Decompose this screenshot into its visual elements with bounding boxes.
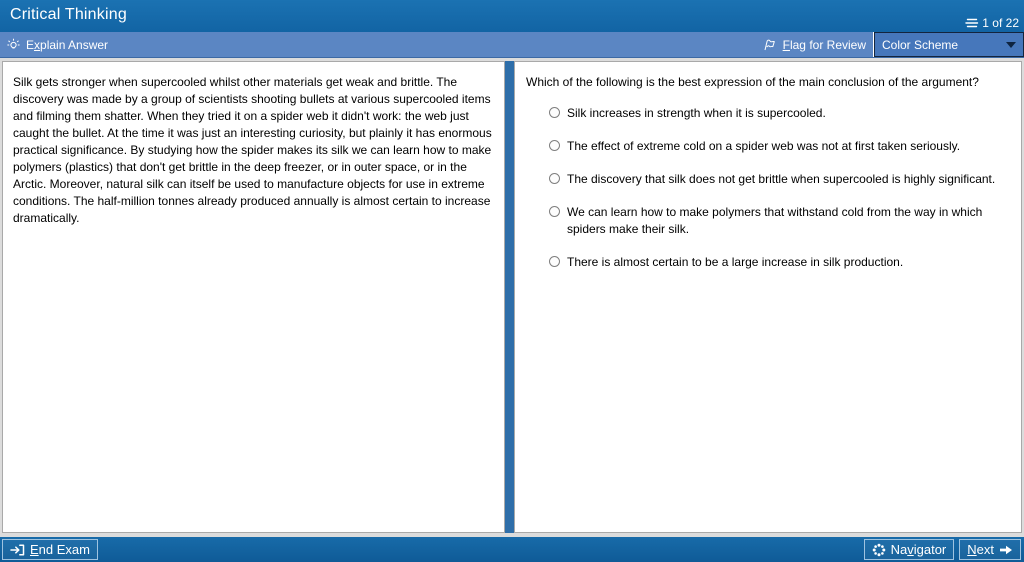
radio-button[interactable] (549, 140, 560, 151)
stacked-pages-icon (964, 18, 979, 28)
question-counter-label: 1 of 22 (982, 16, 1019, 30)
passage-panel (2, 61, 505, 533)
answer-options (549, 105, 1009, 271)
radio-button[interactable] (549, 256, 560, 267)
flag-for-review-label: Flag for Review (782, 37, 866, 52)
exit-arrow-icon (10, 544, 25, 556)
next-label: Next (967, 542, 994, 557)
answer-option-label[interactable]: The effect of extreme cold on a spider web was not at first taken seriously. (567, 139, 961, 153)
radio-button[interactable] (549, 173, 560, 184)
compass-wheel-icon (872, 543, 886, 557)
arrow-right-icon (999, 544, 1013, 556)
answer-option-label[interactable]: There is almost certain to be a large increase in silk production. (567, 255, 904, 269)
flag-icon (762, 38, 778, 51)
answer-option[interactable] (549, 105, 1009, 122)
color-scheme-label: Color Scheme (882, 37, 959, 52)
explain-answer-label: Explain Answer (26, 37, 109, 52)
panel-divider (505, 61, 514, 533)
title-bar (0, 0, 1024, 32)
answer-option[interactable] (549, 204, 1009, 238)
radio-button[interactable] (549, 107, 560, 118)
flag-for-review-button[interactable] (754, 32, 874, 57)
answer-option[interactable] (549, 138, 1009, 155)
question-prompt: Which of the following is the best expression of the main conclusion of the argument? (526, 75, 979, 89)
next-button[interactable] (959, 539, 1021, 560)
end-exam-label: End Exam (30, 542, 90, 557)
answer-option-label[interactable]: We can learn how to make polymers that withstand cold from the way in which spiders make their silk. (567, 205, 983, 236)
navigator-label: Navigator (890, 542, 947, 557)
answer-option-label[interactable]: Silk increases in strength when it is supercooled. (567, 106, 826, 120)
color-scheme-dropdown[interactable] (874, 32, 1024, 57)
chevron-down-icon (1006, 42, 1016, 48)
toolbar (0, 32, 1024, 58)
radio-button[interactable] (549, 206, 560, 217)
content-area (0, 58, 1024, 537)
answer-option[interactable] (549, 254, 1009, 271)
toolbar-spacer (116, 32, 754, 57)
answer-option-label[interactable]: The discovery that silk does not get brittle when supercooled is highly significant. (567, 172, 996, 186)
question-counter (964, 16, 1019, 30)
page-title: Critical Thinking (10, 6, 127, 23)
passage-text: Silk gets stronger when supercooled whilst other materials get weak and brittle. The discovery was made by a group of scientists shooting bullets at various supercooled items and filming them shatter. When they tried it on a spider web it didn't work: the web just caught the bullet. At the time it was just an interesting curiosity, but plainly it has enormous practical significance. By studying how the spider makes its silk we can learn how to make polymers (plastics) that don't get brittle in the deep freezer, or in outer space, or in the Arctic. Moreover, natural silk can itself be used to manufacture objects for use in extreme conditions. The half-million tonnes already produced annually is almost certain to increase dramatically. (13, 75, 492, 225)
bottom-bar (0, 537, 1024, 562)
bottom-bar-right-group (864, 539, 1021, 560)
lightbulb-icon (6, 37, 21, 52)
question-panel (514, 61, 1022, 533)
navigator-button[interactable] (864, 539, 955, 560)
answer-option[interactable] (549, 171, 1009, 188)
explain-answer-button[interactable] (0, 32, 116, 57)
end-exam-button[interactable] (2, 539, 98, 560)
